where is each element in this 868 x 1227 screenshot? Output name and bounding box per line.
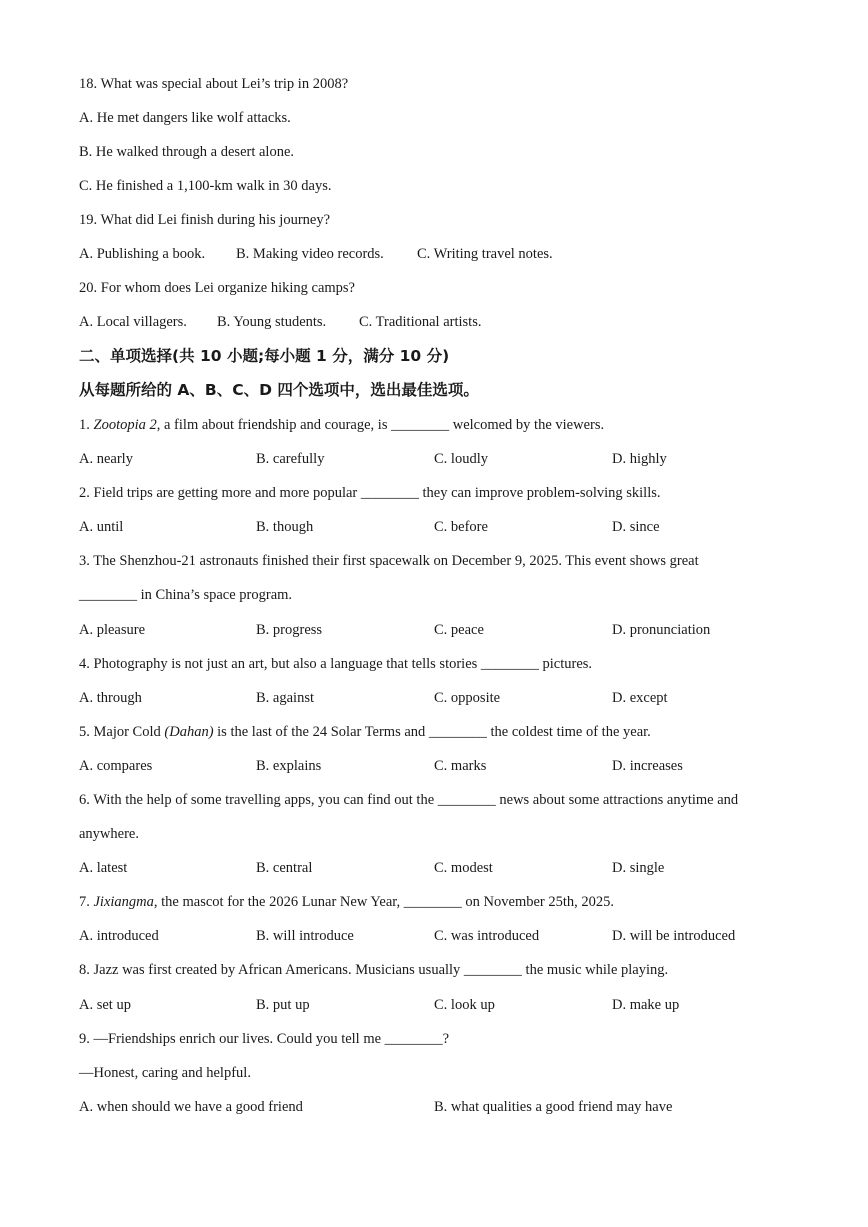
question-4-option-d: D. except [612,690,668,706]
question-20-stem: 20. For whom does Lei organize hiking camps? [79,280,355,296]
question-8-option-a: A. set up [79,997,131,1013]
question-4-stem: 4. Photography is not just an art, but also a language that tells stories ________ pictures. [79,656,593,672]
question-7-mascot-name: Jixiangma [93,894,154,910]
question-1-option-b: B. carefully [256,451,325,467]
question-6-option-b: B. central [256,860,313,876]
question-1-option-a: A. nearly [79,451,133,467]
question-5-option-b: B. explains [256,758,322,774]
question-1-film-title: Zootopia 2 [93,417,157,433]
question-8-option-b: B. put up [256,997,310,1013]
question-7-option-d: D. will be introduced [612,928,736,944]
question-20-option-a: A. Local villagers. [79,314,187,330]
question-6-option-d: D. single [612,860,665,876]
question-9-option-a: A. when should we have a good friend [79,1099,303,1115]
question-9-stem: 9. —Friendships enrich our lives. Could you tell me ________? [79,1031,450,1047]
question-7-option-c: C. was introduced [434,928,540,944]
question-6-stem-line1: 6. With the help of some travelling apps, you can find out the ________ news about some attractions anytime and [79,792,739,808]
question-2-option-b: B. though [256,519,314,535]
section-instruction: 从每题所给的 A、B、C、D 四个选项中，选出最佳选项。 [79,381,479,399]
question-4-option-c: C. opposite [434,690,501,706]
question-5-option-c: C. marks [434,758,487,774]
question-1-option-d: D. highly [612,451,667,467]
question-8-option-c: C. look up [434,997,495,1013]
question-20-option-b: B. Young students. [217,314,327,330]
question-4-option-a: A. through [79,690,142,706]
question-2-option-c: C. before [434,519,488,535]
question-7-number: 7. [79,894,94,910]
section-title: 二、单项选择(共 10 小题;每小题 1 分，满分 10 分) [79,347,450,365]
question-8-option-d: D. make up [612,997,680,1013]
question-7-text: , the mascot for the 2026 Lunar New Year, ________ on November 25th, 2025. [153,894,615,910]
question-7-option-b: B. will introduce [256,928,354,944]
question-1-text: , a film about friendship and courage, is ________ welcomed by the viewers. [156,417,605,433]
question-19-stem: 19. What did Lei finish during his journey? [79,212,331,228]
question-1-stem [79,415,604,435]
question-1-number: 1. [79,417,94,433]
question-2-option-a: A. until [79,519,124,535]
question-6-option-a: A. latest [79,860,128,876]
question-8-stem: 8. Jazz was first created by African Americans. Musicians usually ________ the music while playing. [79,962,669,978]
question-9-option-b: B. what qualities a good friend may have [434,1099,673,1115]
question-18-option-b: B. He walked through a desert alone. [79,144,295,160]
question-7-option-a: A. introduced [79,928,159,944]
question-5-option-d: D. increases [612,758,683,774]
question-5-pinyin: (Dahan) [164,724,214,740]
question-7-stem [79,892,614,912]
question-9-reply: —Honest, caring and helpful. [79,1065,251,1081]
question-6-option-c: C. modest [434,860,493,876]
question-18-stem: 18. What was special about Lei’s trip in 2008? [79,76,349,92]
question-5-option-a: A. compares [79,758,153,774]
question-1-option-c: C. loudly [434,451,488,467]
question-19-option-c: C. Writing travel notes. [417,246,553,262]
question-3-option-b: B. progress [256,622,323,638]
question-2-option-d: D. since [612,519,660,535]
question-18-option-c: C. He finished a 1,100-km walk in 30 days. [79,178,332,194]
question-3-option-d: D. pronunciation [612,622,711,638]
question-5-text-after: is the last of the 24 Solar Terms and ________ the coldest time of the year. [213,724,651,740]
question-3-option-a: A. pleasure [79,622,146,638]
question-3-stem-line2: ________ in China’s space program. [79,587,293,603]
question-20-option-c: C. Traditional artists. [359,314,482,330]
question-18-option-a: A. He met dangers like wolf attacks. [79,110,291,126]
question-6-stem-line2: anywhere. [79,826,139,842]
question-19-option-a: A. Publishing a book. [79,246,206,262]
question-5-stem [79,722,651,742]
question-5-text-before: 5. Major Cold [79,724,165,740]
question-3-option-c: C. peace [434,622,484,638]
question-19-option-b: B. Making video records. [236,246,384,262]
question-2-stem: 2. Field trips are getting more and more popular ________ they can improve problem-solving skills. [79,485,661,501]
question-4-option-b: B. against [256,690,314,706]
question-3-stem-line1: 3. The Shenzhou-21 astronauts finished their first spacewalk on December 9, 2025. This event shows great [79,553,699,569]
